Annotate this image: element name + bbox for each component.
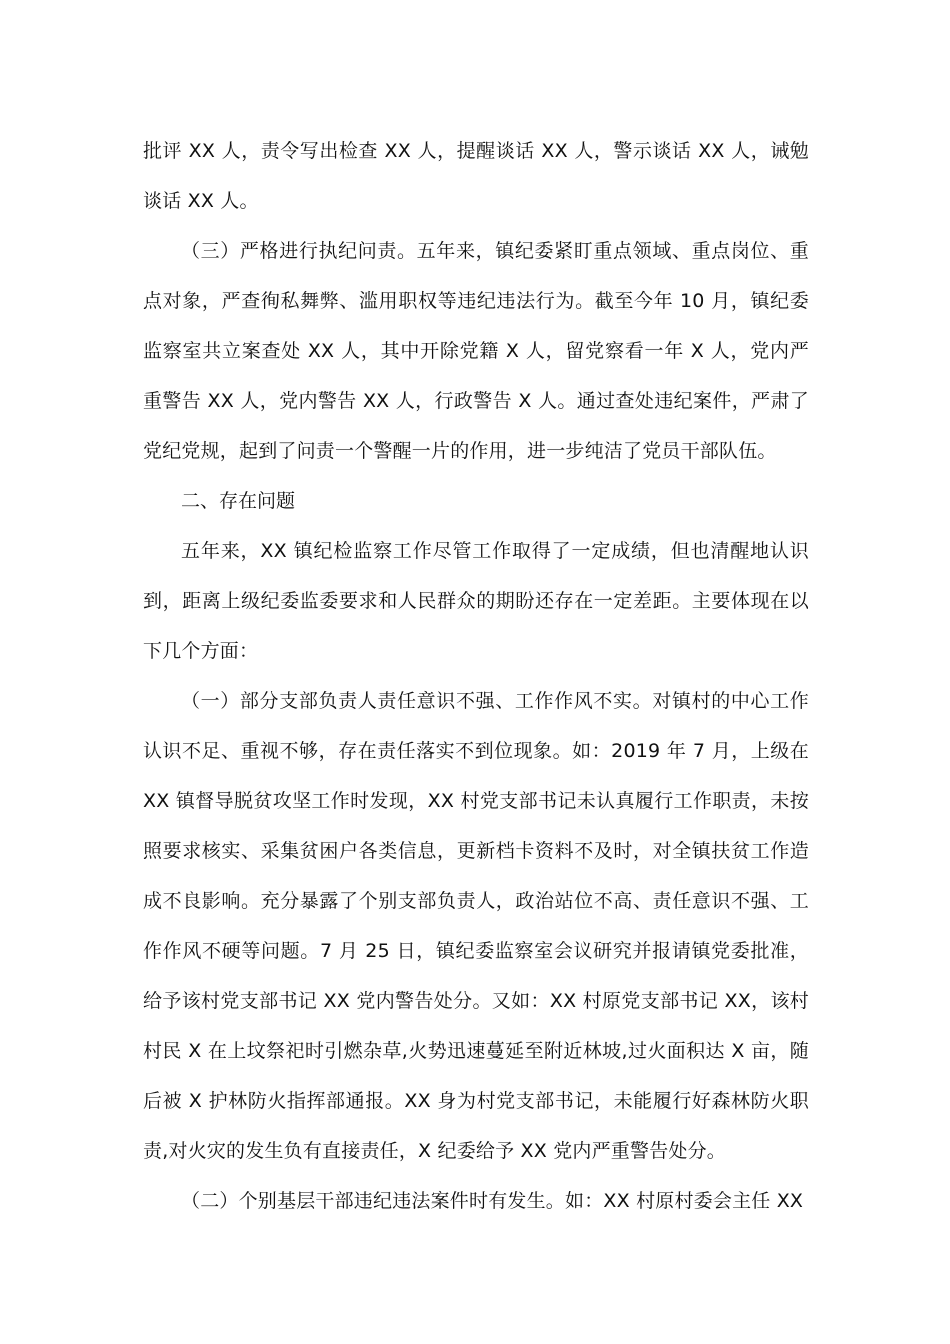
section-heading-problems: 二、存在问题 bbox=[181, 490, 296, 512]
paragraph-problem-one: （一）部分支部负责人责任意识不强、工作作风不实。对镇村的中心工作认识不足、重视不够，存在责任落实不到位现象。如：2019 年 7 月，上级在 XX 镇督导脱贫攻坚工作时发现，XX 村党支部书记未认真履行工作职责，未按照要求核实、采集贫困户各类信息，更新档卡资料不及时，对全镇扶贫工作造成不良影响。充分暴露了个别支部负责人，政治站位不高、责任意识不强、工作作风不硬等问题。7 月 25 日，镇纪委监察室会议研究并报请镇党委批准，给予该村党支部书记 XX 党内警告处分。又如：XX 村原党支部书记 XX，该村村民 X 在上坟祭祀时引燃杂草,火势迅速蔓延至附近林坡,过火面积达 X 亩，随后被 X 护林防火指挥部通报。XX 身为村党支部书记，未能履行好森林防火职责,对火灾的发生负有直接责任，X 纪委给予 XX 党内严重警告处分。 bbox=[143, 690, 809, 1162]
paragraph-problem-two: （二）个别基层干部违纪违法案件时有发生。如：XX 村原村委会主任 XX bbox=[181, 1190, 804, 1212]
paragraph-section-three: （三）严格进行执纪问责。五年来，镇纪委紧盯重点领域、重点岗位、重点对象，严查徇私舞弊、滥用职权等违纪违法行为。截至今年 10 月，镇纪委监察室共立案查处 XX 人，其中开除党籍 X 人，留党察看一年 X 人，党内严重警告 XX 人，党内警告 XX 人，行政警告 X 人。通过查处违纪案件，严肃了党纪党规，起到了问责一个警醒一片的作用，进一步纯洁了党员干部队伍。 bbox=[143, 240, 809, 462]
paragraph-continuation: 批评 XX 人，责令写出检查 XX 人，提醒谈话 XX 人，警示谈话 XX 人，诫勉谈话 XX 人。 bbox=[143, 140, 809, 212]
document-body bbox=[143, 126, 809, 1226]
paragraph-problems-intro: 五年来，XX 镇纪检监察工作尽管工作取得了一定成绩，但也清醒地认识到，距离上级纪委监委要求和人民群众的期盼还存在一定差距。主要体现在以下几个方面： bbox=[143, 540, 809, 662]
